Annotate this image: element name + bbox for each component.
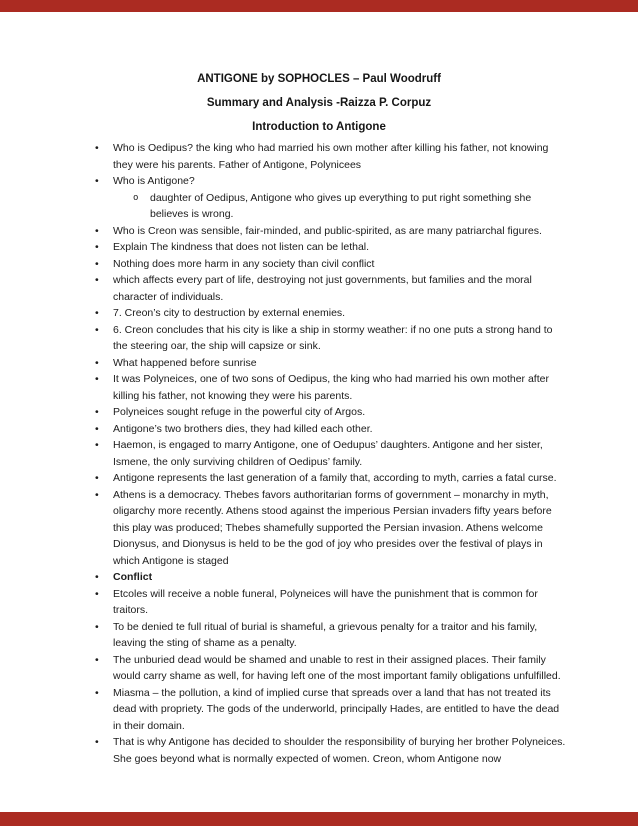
- top-border-bar: [0, 0, 638, 12]
- bullet-text: Conflict: [113, 571, 153, 583]
- bullet-icon: •: [95, 373, 99, 385]
- bullet-text: To be denied te full ritual of burial is shameful, a grievous penalty for a traitor and his family, leaving the sting of shame as a penalty.: [113, 620, 538, 649]
- list-item: [95, 355, 571, 372]
- bullet-icon: •: [95, 472, 99, 484]
- list-item: [95, 322, 571, 355]
- bullet-icon: •: [95, 406, 99, 418]
- bullet-icon: •: [95, 323, 99, 336]
- bullet-icon: •: [95, 422, 99, 435]
- bullet-icon: •: [95, 142, 99, 154]
- list-item: [95, 734, 571, 767]
- bullet-icon: •: [95, 488, 99, 501]
- list-item: [95, 470, 571, 487]
- bullet-text: Antigone represents the last generation of a family that, according to myth, carries a fatal curse.: [113, 472, 557, 484]
- section-heading: Introduction to Antigone: [252, 121, 386, 133]
- bullet-text: That is why Antigone has decided to shoulder the responsibility of burying her brother Polyneices. She goes beyond what is normally expected of women. Creon, whom Antigone now: [113, 736, 566, 765]
- list-item: [95, 404, 571, 421]
- list-item: [95, 140, 571, 173]
- bullet-text: It was Polyneices, one of two sons of Oedipus, the king who had married his own mother after killing his father, not knowing they were his parents.: [113, 373, 549, 402]
- bullet-icon: •: [95, 257, 99, 270]
- bullet-icon: •: [95, 241, 99, 253]
- document-subtitle: Summary and Analysis -Raizza P. Corpuz: [206, 97, 432, 109]
- bullet-icon: •: [95, 571, 99, 583]
- document-title: ANTIGONE by SOPHOCLES – Paul Woodruff: [197, 73, 441, 85]
- list-item: [95, 421, 571, 438]
- bullet-text: which affects every part of life, destroying not just governments, but families and the moral character of individuals.: [113, 274, 532, 303]
- bullet-icon: •: [95, 736, 99, 748]
- bullet-icon: •: [95, 587, 99, 600]
- list-item: [95, 223, 571, 240]
- bullet-list: [95, 140, 571, 767]
- list-item: [95, 305, 571, 322]
- heading-block: [0, 72, 638, 144]
- bullet-text: Athens is a democracy. Thebes favors authoritarian forms of government – monarchy in myth, oligarchy more recently. Athens stood against the imperious Persian invaders fifty years before this play was produced; Thebes shamefully supported the Persian invasion. Athens welcome Dionysus, and Dionysus is held to be the god of joy who presides over the festival of plays in which Antigone is staged: [113, 488, 552, 567]
- bullet-text: Etcoles will receive a noble funeral, Polyneices will have the punishment that is common for traitors.: [113, 587, 538, 616]
- bullet-icon: •: [95, 175, 99, 187]
- bullet-icon: •: [95, 307, 99, 319]
- bullet-text: Haemon, is engaged to marry Antigone, one of Oedupus’ daughters. Antigone and her sister, Ismene, the only surviving children of Oedipus’ family.: [113, 439, 543, 468]
- list-item: [95, 437, 571, 470]
- list-item: [95, 652, 571, 685]
- list-item: [133, 190, 571, 223]
- list-item: [95, 239, 571, 256]
- bullet-text: Antigone’s two brothers dies, they had killed each other.: [113, 422, 373, 435]
- bullet-text: Who is Creon was sensible, fair-minded, and public-spirited, as are many patriarchal figures.: [113, 224, 542, 237]
- list-item: [95, 586, 571, 619]
- bullet-icon: •: [95, 356, 99, 369]
- bullet-icon: •: [95, 439, 99, 451]
- bullet-text: The unburied dead would be shamed and unable to rest in their assigned places. Their family would carry shame as well, for having left one of the most important family obligations unfulfilled.: [113, 653, 561, 682]
- bullet-text: Polyneices sought refuge in the powerful city of Argos.: [113, 406, 366, 418]
- bullet-text: Miasma – the pollution, a kind of implied curse that spreads over a land that has not treated its dead with propriety. The gods of the underworld, principally Hades, are entitled to have the dead in their domain.: [113, 686, 560, 732]
- list-item: [95, 619, 571, 652]
- list-item: [95, 256, 571, 273]
- bullet-text: Who is Antigone?: [113, 175, 195, 187]
- bullet-icon: •: [95, 653, 99, 666]
- list-item: [95, 371, 571, 404]
- list-item: [95, 569, 571, 586]
- bullet-icon: •: [95, 224, 99, 237]
- list-item: [95, 173, 571, 190]
- bullet-icon: o: [133, 192, 139, 203]
- list-item: [95, 685, 571, 735]
- bullet-icon: •: [95, 620, 99, 633]
- bullet-icon: •: [95, 686, 99, 699]
- bullet-text: Nothing does more harm in any society than civil conflict: [113, 257, 375, 270]
- bullet-text: daughter of Oedipus, Antigone who gives up everything to put right something she believes is wrong.: [150, 191, 532, 220]
- bullet-text: 7. Creon’s city to destruction by external enemies.: [113, 307, 346, 319]
- list-item: [95, 487, 571, 570]
- bullet-text: Explain The kindness that does not listen can be lethal.: [113, 241, 370, 253]
- bullet-text: What happened before sunrise: [113, 356, 257, 369]
- bottom-border-bar: [0, 812, 638, 826]
- bullet-text: 6. Creon concludes that his city is like a ship in stormy weather: if no one puts a strong hand to the steering oar, the ship will capsize or sink.: [113, 323, 553, 352]
- list-item: [95, 272, 571, 305]
- bullet-text: Who is Oedipus? the king who had married his own mother after killing his father, not knowing they were his parents. Father of Antigone, Polynicees: [113, 142, 549, 171]
- bullet-icon: •: [95, 274, 99, 286]
